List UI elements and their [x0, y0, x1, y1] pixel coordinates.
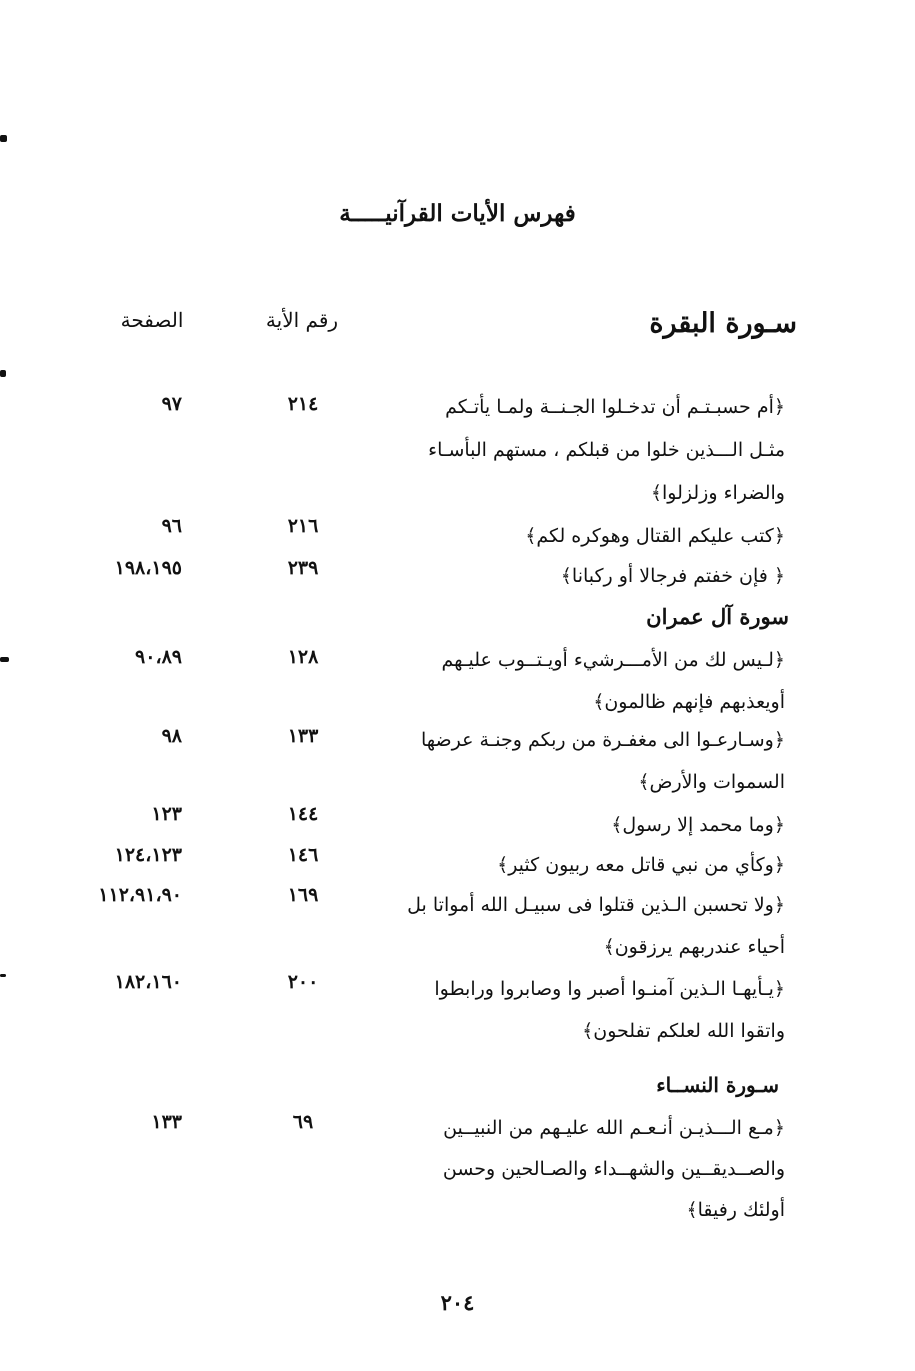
surah-heading-baqarah: سـورة البقرة [649, 308, 797, 339]
ayah-number: ١٤٤ [287, 803, 319, 825]
page-reference: ١١٢،٩١،٩٠ [98, 884, 182, 906]
surah-heading-al-imran: سورة آل عمران [646, 604, 789, 629]
verse-line: أحياء عندربهم يرزقون﴾ [603, 936, 785, 958]
scan-edge-mark [0, 657, 9, 662]
page-number: ٢٠٤ [440, 1290, 475, 1315]
verse-line: مثـل الـــذين خلوا من قبلكم ، مستهم البأسـاء [428, 439, 785, 461]
ayah-number: ١٦٩ [287, 884, 319, 906]
verse-line: ﴿وسـارعـوا الى مغفـرة من ربكم وجنـة عرضها [420, 729, 785, 751]
ayah-column-header: رقم الأية [265, 308, 339, 332]
page-reference: ١٢٤،١٢٣ [114, 844, 182, 866]
ayah-number: ٦٩ [292, 1111, 314, 1133]
ayah-number: ١٣٣ [287, 725, 319, 747]
verse-line: ﴿لـيس لك من الأمـــرشيء أويـتــوب عليـهم [441, 649, 785, 671]
verse-line: أولئك رفيقا﴾ [686, 1199, 785, 1221]
page-reference: ١٨٢،١٦٠ [114, 971, 182, 993]
verse-line: ﴿مـع الـــذيـن أنـعـم الله عليـهم من النبيــين [443, 1117, 785, 1139]
verse-line: أويعذبهم فإنهم ظالمون﴾ [593, 691, 785, 713]
scan-edge-mark [0, 974, 6, 977]
scan-edge-mark [0, 135, 7, 142]
page-title: فهرس الأيات القرآنيـــــة [339, 200, 576, 227]
page-reference: ١٩٨،١٩٥ [114, 557, 182, 579]
ayah-number: ٢٣٩ [287, 557, 319, 579]
verse-line: ﴿أم حسبـتـم أن تدخـلوا الجـنــة ولمـا يأتـكم [445, 396, 785, 418]
ayah-number: ٢١٤ [287, 393, 319, 415]
surah-heading-nisa: سـورة النســاء [656, 1073, 779, 1097]
verse-line: ﴿ولا تحسبن الـذين قتلوا فى سبيـل الله أمواتا بل [407, 894, 785, 916]
verse-line: واتقوا الله لعلكم تفلحون﴾ [582, 1020, 785, 1042]
page-reference: ٩٨ [161, 725, 182, 747]
verse-line: والصــديقــين والشهــداء والصـالحين وحسن [442, 1158, 785, 1180]
verse-line: ﴿كتب عليكم القتال وهوكره لكم﴾ [525, 525, 785, 547]
scan-edge-mark [0, 370, 6, 377]
verse-line: ﴿ فإن خفتم فرجالا أو ركبانا﴾ [560, 565, 785, 587]
verse-line: ﴿وما محمد إلا رسول﴾ [611, 814, 785, 836]
page-reference: ١٢٣ [151, 803, 182, 825]
page-reference: ١٣٣ [151, 1111, 182, 1133]
ayah-number: ١٢٨ [287, 646, 319, 668]
verse-line: ﴿وكأي من نبي قاتل معه ربيون كثير﴾ [497, 854, 785, 876]
ayah-number: ٢٠٠ [287, 971, 319, 993]
verse-line: السموات والأرض﴾ [638, 771, 785, 793]
page-column-header: الصفحة [120, 308, 184, 332]
page-reference: ٩٧ [161, 393, 182, 415]
page-reference: ٩٦ [161, 515, 182, 537]
verse-line: ﴿يـأيهـا الـذين آمنـوا أصبر وا وصابروا ورابطوا [434, 978, 785, 1000]
verse-line: والضراء وزلزلوا﴾ [650, 482, 785, 504]
ayah-number: ٢١٦ [287, 515, 319, 537]
ayah-number: ١٤٦ [287, 844, 319, 866]
page-reference: ٩٠،٨٩ [135, 646, 182, 668]
